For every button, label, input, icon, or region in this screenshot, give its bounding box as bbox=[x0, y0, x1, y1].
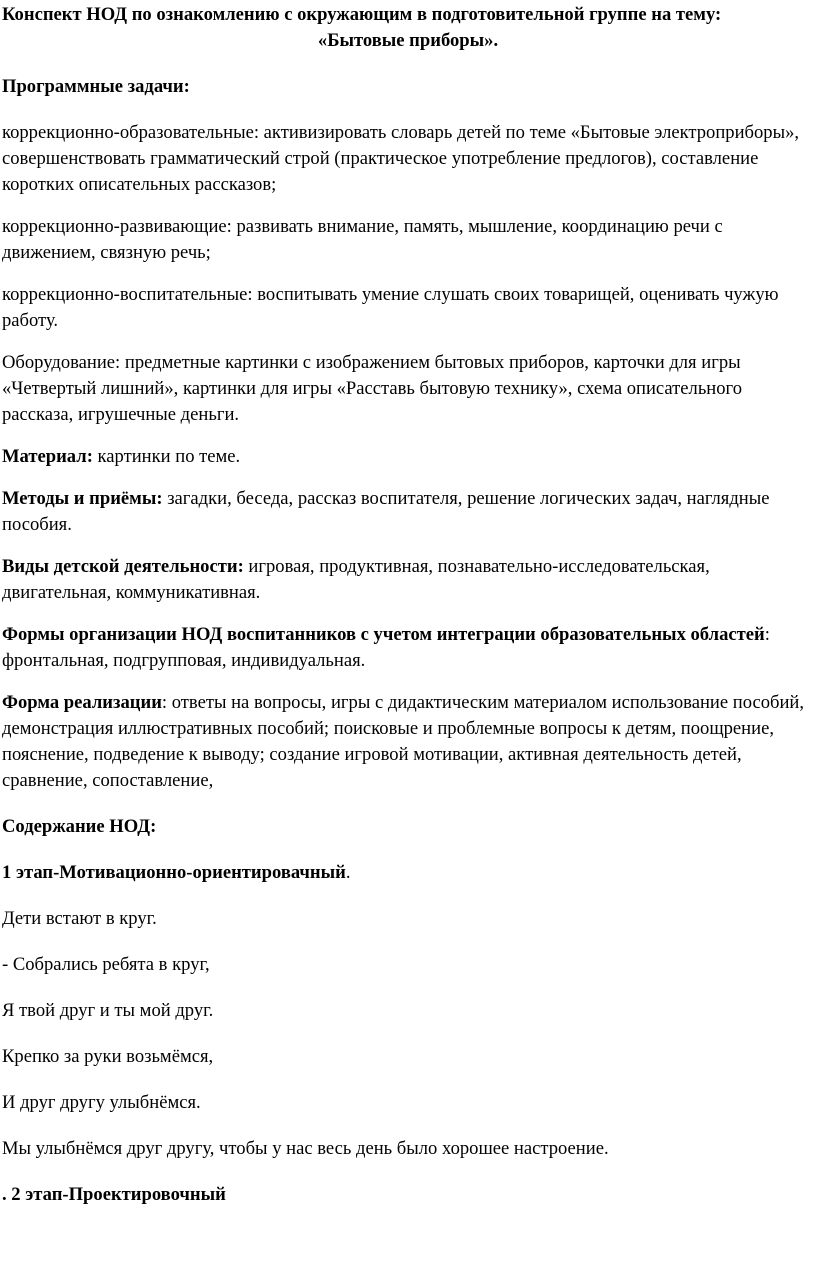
verse-line: - Собрались ребята в круг, bbox=[2, 954, 210, 975]
material-text: картинки по теме. bbox=[92, 446, 241, 467]
title-line-1: Конспект НОД по ознакомлению с окружающим в подготовительной группе на тему: bbox=[2, 4, 722, 25]
verse-line: Я твой друг и ты мой друг. bbox=[2, 1000, 214, 1021]
content-heading: Содержание НОД: bbox=[2, 816, 157, 837]
stage-1-heading bbox=[2, 860, 814, 886]
methods-paragraph bbox=[2, 486, 814, 538]
verse-line: Крепко за руки возьмёмся, bbox=[2, 1046, 214, 1067]
tasks-heading: Программные задачи: bbox=[2, 76, 190, 97]
stage-1-suffix: . bbox=[345, 862, 351, 883]
activities-paragraph bbox=[2, 554, 814, 606]
verse-line: И друг другу улыбнёмся. bbox=[2, 1092, 201, 1113]
stage-2-heading: . 2 этап-Проектировочный bbox=[2, 1184, 226, 1205]
realization-paragraph bbox=[2, 690, 814, 794]
forms-text: : фронтальная, подгрупповая, индивидуальная. bbox=[2, 624, 770, 671]
material-label: Материал: bbox=[2, 446, 93, 467]
verse-line: Дети встают в круг. bbox=[2, 908, 157, 929]
task-item-correctional-upbringing: коррекционно-воспитательные: воспитывать умение слушать своих товарищей, оценивать чужую работу. bbox=[2, 284, 779, 331]
document-title bbox=[2, 2, 814, 54]
realization-label: Форма реализации bbox=[2, 692, 162, 713]
activities-text: игровая, продуктивная, познавательно-исследовательская, двигательная, коммуникативная. bbox=[2, 556, 710, 603]
realization-text: : ответы на вопросы, игры с дидактическим материалом использование пособий, демонстрация иллюстративных пособий; поисковые и проблемные вопросы к детям, поощрение, пояснение, подведение к выводу; создание игровой мотивации, активная деятельность детей, сравнение, сопоставление, bbox=[2, 692, 805, 791]
task-item-correctional-developmental: коррекционно-развивающие: развивать внимание, память, мышление, координацию речи с движением, связную речь; bbox=[2, 216, 723, 263]
forms-paragraph bbox=[2, 622, 814, 674]
document-page bbox=[0, 2, 816, 1267]
title-line-2: «Бытовые приборы». bbox=[317, 30, 499, 51]
task-item-correctional-educational: коррекционно-образовательные: активизировать словарь детей по теме «Бытовые электроприборы», совершенствовать грамматический строй (практическое употребление предлогов), составление коротких описательных рассказов; bbox=[2, 122, 800, 195]
verse-line: Мы улыбнёмся друг другу, чтобы у нас весь день было хорошее настроение. bbox=[2, 1138, 609, 1159]
forms-label: Формы организации НОД воспитанников с учетом интеграции образовательных областей bbox=[2, 624, 765, 645]
equipment-paragraph: Оборудование: предметные картинки с изображением бытовых приборов, карточки для игры «Четвертый лишний», картинки для игры «Расставь бытовую технику», схема описательного рассказа, игрушечные деньги. bbox=[2, 352, 743, 425]
methods-label: Методы и приёмы: bbox=[2, 488, 163, 509]
stage-1-label: 1 этап-Мотивационно-ориентировачный bbox=[2, 862, 346, 883]
methods-text: загадки, беседа, рассказ воспитателя, решение логических задач, наглядные пособия. bbox=[2, 488, 770, 535]
activities-label: Виды детской деятельности: bbox=[2, 556, 244, 577]
material-paragraph bbox=[2, 444, 814, 470]
